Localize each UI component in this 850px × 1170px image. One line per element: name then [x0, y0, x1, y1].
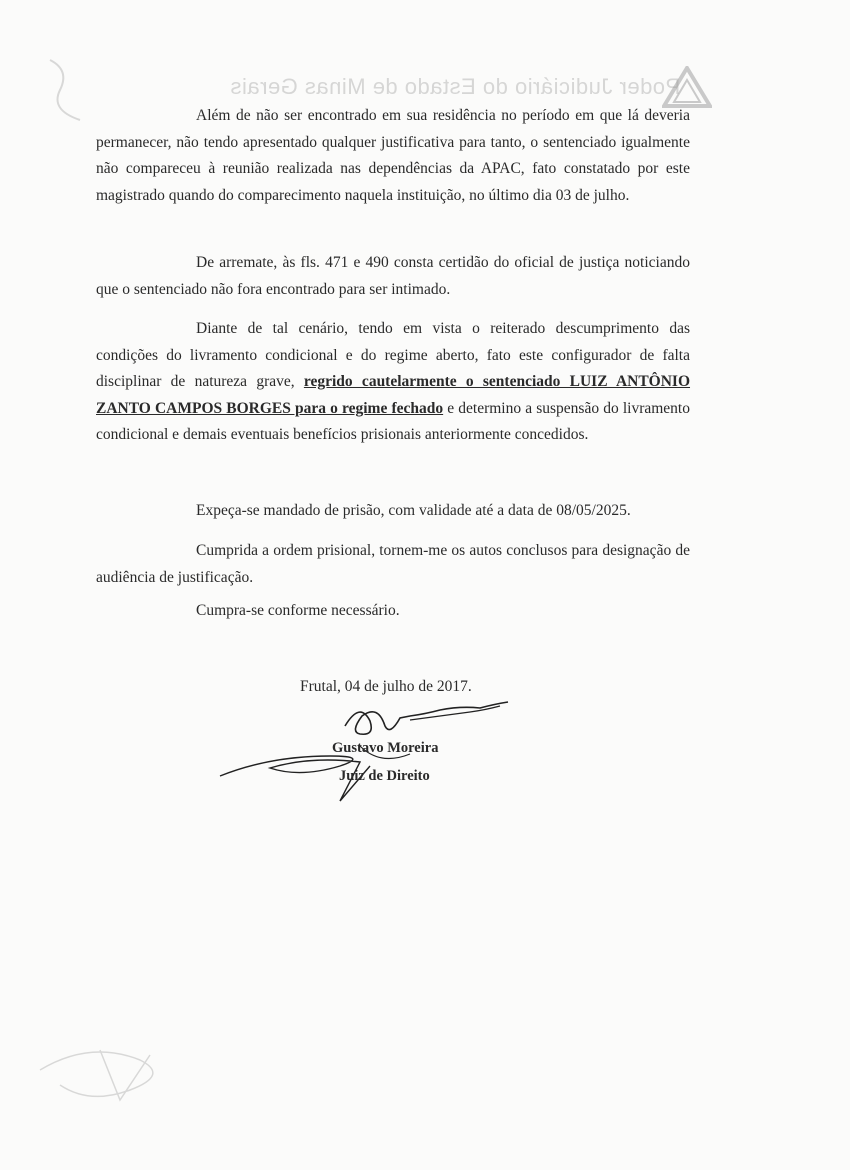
court-logo-icon [662, 66, 712, 108]
regression-decision: regrido cautelarmente o sentenciado LUIZ ANTÔNIO ZANTO CAMPOS BORGES para o regime fechado [96, 373, 691, 417]
paragraph-2-text: De arremate, às fls. 471 e 490 consta certidão do oficial de justiça noticiando que o sentenciado não fora encontrado para ser intimado. [96, 254, 690, 298]
paragraph-2 [96, 250, 690, 303]
date-line: Frutal, 04 de julho de 2017. [300, 678, 472, 695]
bleed-through-stamp-icon [30, 1030, 200, 1120]
paragraph-4-text: Expeça-se mandado de prisão, com validade até a data de 08/05/2025. [196, 502, 631, 519]
page-number-stamp-icon [40, 50, 100, 130]
paragraph-3-end: e determino a suspensão do livramento condicional e demais eventuais benefícios prisionais anteriormente concedidos. [96, 399, 690, 443]
signatory-name: Gustavo Moreira [332, 740, 439, 756]
bleed-through-header: Poder Judiciário do Estado de Minas Gerais [230, 74, 681, 99]
paragraph-4 [96, 498, 690, 525]
paragraph-3-start: Diante de tal cenário, tendo em vista o reiterado descumprimento das condições do livramento condicional e do regime aberto, fato este configurador de falta disciplinar de natureza grave, [96, 320, 690, 390]
paragraph-3 [96, 316, 690, 449]
paragraph-1 [96, 103, 690, 209]
paragraph-5 [96, 538, 690, 591]
signatory-role: Juiz de Direito [339, 768, 430, 784]
paragraph-1-text: Além de não ser encontrado em sua residência no período em que lá deveria permanecer, não tendo apresentado qualquer justificativa para tanto, o sentenciado igualmente não compareceu à reunião realizada nas dependências da APAC, fato constatado por este magistrado quando do comparecimento naquela instituição, no último dia 03 de julho. [96, 107, 690, 204]
paragraph-6 [96, 598, 690, 625]
paragraph-6-text: Cumpra-se conforme necessário. [196, 602, 400, 619]
paragraph-5-text: Cumprida a ordem prisional, tornem-me os autos conclusos para designação de audiência de justificação. [96, 542, 690, 586]
